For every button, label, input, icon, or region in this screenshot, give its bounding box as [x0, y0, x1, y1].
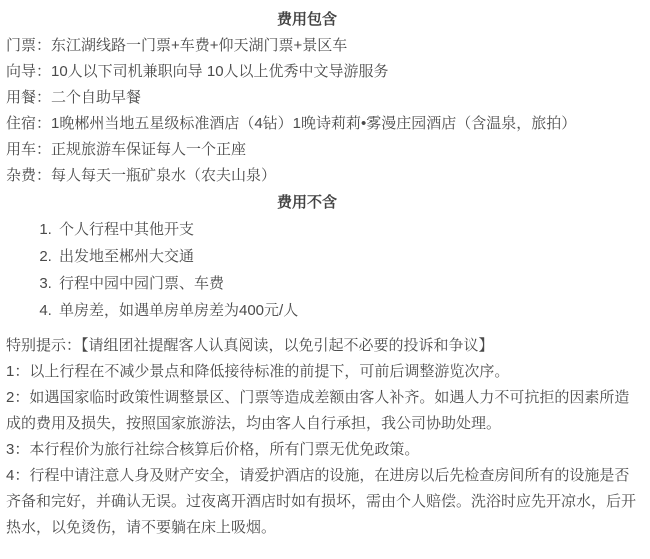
- fee-line-vehicle: 用车：正规旅游车保证每人一个正座: [6, 141, 247, 158]
- fee-excluded-item: 3. 行程中园中园门票、车费: [56, 270, 642, 297]
- special-tip-note-2: 2：如遇国家临时政策性调整景区、门票等造成差额由客人补齐。如遇人力不可抗拒的因素所造成的费用及损失，按照国家旅游法，均由客人自行承担，我公司协助处理。: [6, 389, 630, 432]
- fee-line-tickets: 门票：东江湖线路一门票+车费+仰天湖门票+景区车: [6, 37, 348, 54]
- fee-excluded-item: 2. 出发地至郴州大交通: [56, 243, 642, 270]
- fee-excluded-title: 费用不含: [276, 194, 337, 211]
- fee-excluded-item: 4. 单房差，如遇单房单房差为400元/人: [56, 297, 642, 324]
- special-tips-heading: 特别提示：【请组团社提醒客人认真阅读，以免引起不必要的投诉和争议】: [6, 337, 494, 354]
- fee-line-guide: 向导：10人以下司机兼职向导 10人以上优秀中文导游服务: [6, 63, 389, 80]
- special-tip-note-1: 1：以上行程在不减少景点和降低接待标准的前提下，可前后调整游览次序。: [6, 363, 510, 380]
- fee-line-misc: 杂费：每人每天一瓶矿泉水（农夫山泉）: [6, 167, 277, 184]
- fee-line-meals: 用餐：二个自助早餐: [6, 89, 142, 106]
- fee-excluded-list: [6, 216, 642, 324]
- special-tip-note-4: 4：行程中请注意人身及财产安全，请爱护酒店的设施，在进房以后先检查房间所有的设施是否齐备和完好，并确认无误。过夜离开酒店时如有损坏，需由个人赔偿。洗浴时应先开凉水，后开热水，以免烫伤，请不要躺在床上吸烟。: [6, 467, 637, 536]
- fee-excluded-item: 1. 个人行程中其他开支: [56, 216, 642, 243]
- special-tip-note-3: 3：本行程价为旅行社综合核算后价格，所有门票无优免政策。: [6, 441, 420, 458]
- fee-line-accommodation: 住宿：1晚郴州当地五星级标准酒店（4钻）1晚诗莉莉•雾漫庄园酒店（含温泉，旅拍）: [6, 115, 577, 132]
- fee-included-title: 费用包含: [276, 11, 337, 28]
